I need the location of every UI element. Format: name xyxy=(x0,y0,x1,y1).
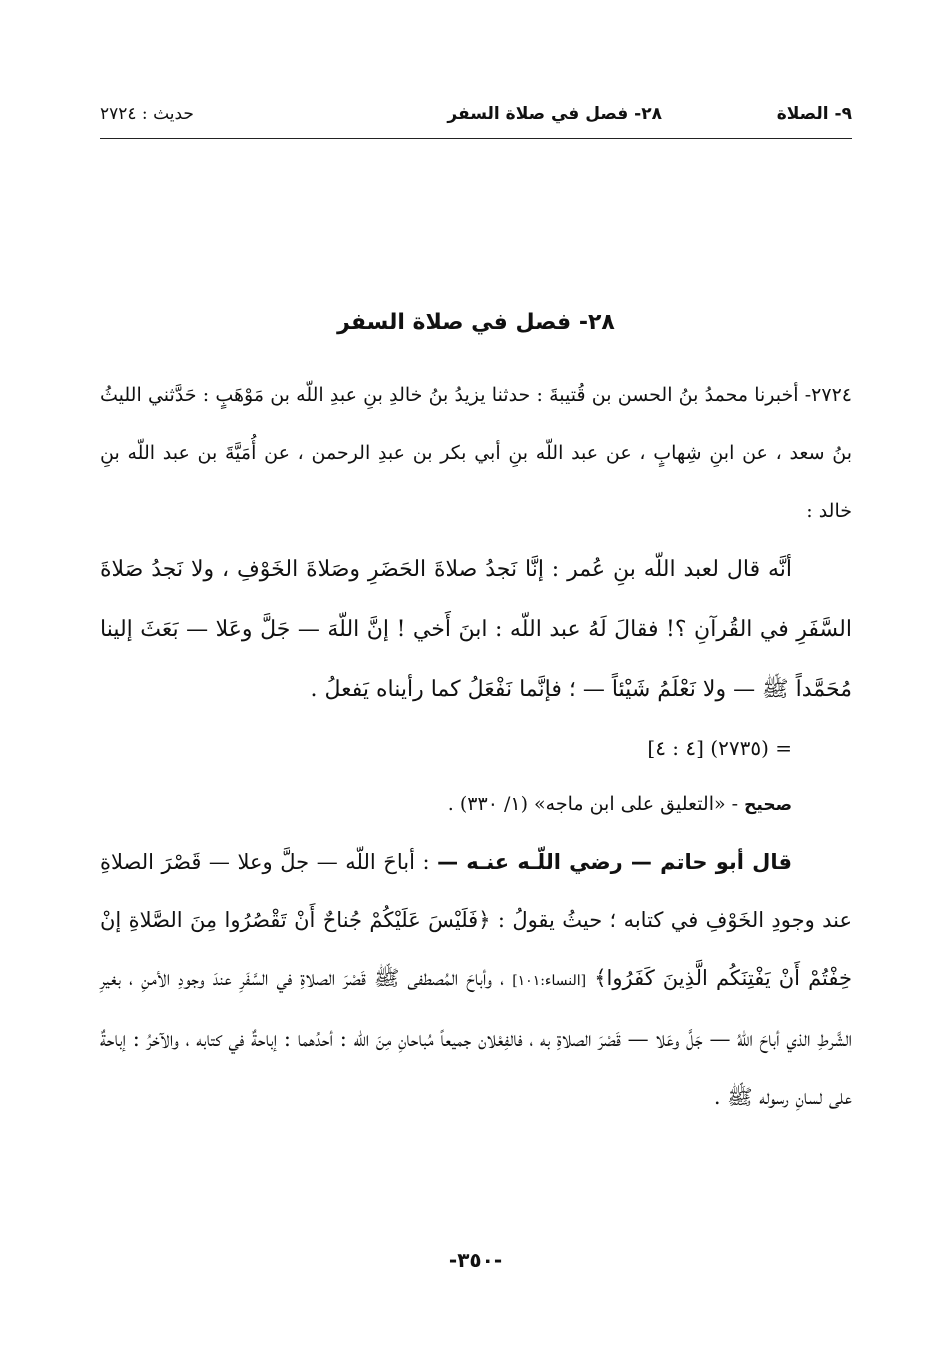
running-header xyxy=(100,98,852,138)
hadith-grade xyxy=(100,776,852,833)
chapter-title: ٩- الصلاة xyxy=(776,104,852,124)
section-title: ٢٨- فصل في صلاة السفر xyxy=(337,310,615,335)
cross-reference-text: = (٢٧٣٥) [٤ : ٤] xyxy=(647,736,792,760)
header-divider xyxy=(100,138,852,139)
section-header-title: ٢٨- فصل في صلاة السفر xyxy=(447,104,662,124)
commentary-lead: قال أبو حاتم — رضي اللّـه عنـه — xyxy=(437,850,792,874)
grade-label: صحيح xyxy=(744,795,792,815)
quran-reference: [النساء:١٠١] xyxy=(512,973,587,989)
commentary xyxy=(100,833,852,1126)
cross-reference xyxy=(100,720,852,776)
hadith-matn: أنَّه قال لعبد اللّه بنِ عُمر : إنَّا نَجدُ صلاةَ الحَضَرِ وصَلاةَ الخَوْفِ ، ولا نَجدُ صَلاةَ السَّفَرِ في القُرآنِ ؟! فقالَ لَهُ عبد اللّه : ابنَ أَخي ! إنَّ اللّهَ — جَلَّ وعَلا — بَعَثَ إلينا مُحَمَّداً ﷺ — ولا نَعْلَمُ شَيْئاً — ؛ فإنَّما نَفْعَلُ كما رأيناه يَفعلُ . xyxy=(100,557,852,702)
hadith-isnad: ٢٧٢٤- أخبرنا محمدُ بنُ الحسن بن قُتيبةَ : حدثنا يزيدُ بنُ خالدِ بنِ عبدِ اللّه بن مَوْهَبٍ : حَدَّثني الليثُ بنُ سعد ، عن ابنِ شِهابٍ ، عن عبد اللّه بنِ أبي بكر بن عبدِ الرحمن ، عن أُمَيَّةَ بن عبد اللّه بنِ خالد : xyxy=(100,384,852,522)
main-text xyxy=(100,300,852,1126)
page-number: -٣٥٠- xyxy=(448,1248,503,1272)
commentary-text-1: : أباحَ اللّه — جلَّ وعلا — قَصْرَ الصلاةِ عند وجودِ الخَوْفِ في كتابه ؛ حيثُ يقولُ : ﴿فَلَيْسَ عَلَيْكُمْ جُناحٌ أَنْ تَقْصُرُوا مِنَ الصَّلاةِ إنْ خِفْتُمْ أَنْ يَفْتِنَكُم الَّذِينَ كَفَرُوا﴾ xyxy=(100,850,852,990)
hadith-number-ref: حديث : ٢٧٢٤ xyxy=(100,104,194,124)
commentary-text-2: ، وأباحَ المُصطفى ﷺ قَصْرَ الصلاةِ في السَّفَرِ عندَ وجودِ الأمنِ ، بغيرِ الشَّرطِ الذي أباحَ اللّهُ — جَلَّ وعَلا — قَصْرَ الصلاةِ به ، فالفِعْلان جميعاً مُباحانِ مِنَ اللّه : أحدُهما : إباحةٌ في كتابه ، والآخرُ : إباحةٌ على لسانِ رسوله ﷺ . xyxy=(100,966,852,1109)
grade-source: - «التعليق على ابن ماجه» (١/ ٣٣٠) . xyxy=(447,793,745,815)
